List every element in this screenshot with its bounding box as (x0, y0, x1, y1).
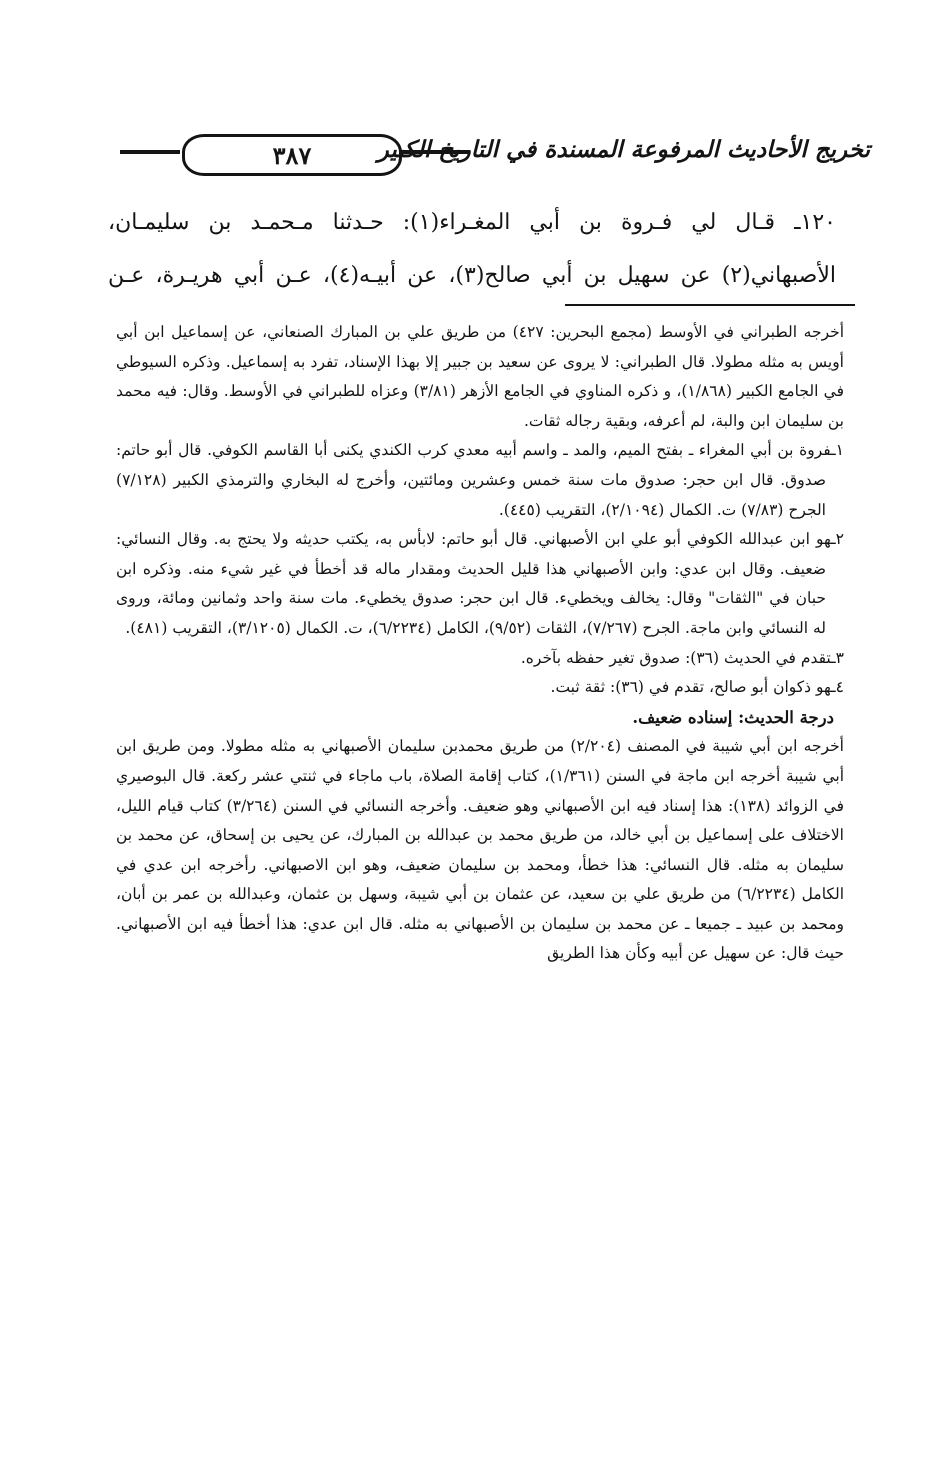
intro-paragraph: أخرجه الطبراني في الأوسط (مجمع البحرين: ٤٢٧) من طريق علي بن المبارك الصنعاني، عن إسماعيل ابن أبي أويس به مثله مطولا. قال الطبراني: لا يروى عن سعيد بن جبير إلا بهذا الإسناد، تفرد به إسماعيل. وذكره السيوطي في الجامع الكبير (١/٨٦٨)، و ذكره المناوي في الجامع الأزهر (٣/٨١) وعزاه للطبراني في الأوسط. وقال: فيه محمد بن سليمان ابن والبة، لم أعرفه، وبقية رجاله ثقات. (116, 323, 845, 430)
takhrij-paragraph: أخرجه ابن أبي شيبة في المصنف (٢/٢٠٤) من طريق محمدبن سليمان الأصبهاني به مثله مطولا. ومن طريق ابن أبي شيبة أخرجه ابن ماجة في السنن (١/٣٦١)، كتاب إقامة الصلاة، باب ماجاء في ثنتي عشر ركعة. قال البوصيري في الزوائد (١٣٨): هذا إسناد فيه ابن الأصبهاني وهو ضعيف. وأخرجه النسائي في السنن (٣/٢٦٤) كتاب قيام الليل، الاختلاف على إسماعيل بن أبي خالد، من طريق محمد بن عبدالله بن المبارك، عن يحيى بن إسحاق، عن محمد بن سليمان به مثله. قال النسائي: هذا خطأ، ومحمد بن سليمان ضعيف، وهو ابن الاصبهاني. رأخرجه ابن عدي في الكامل (٦/٢٢٣٤) من طريق علي بن سعيد، عن عثمان بن أبي شيبة، وسهل بن عثمان، وعبدالله بن عمر بن أبان، ومحمد بن عبيد ـ جميعا ـ عن محمد بن سليمان بن الأصبهاني به مثله. قال ابن عدي: هذا أخطأ فيه ابن الأصبهاني. حيث قال: عن سهيل عن أبيه وكأن هذا الطريق (116, 737, 845, 963)
footnote-number: ١ـ (831, 441, 844, 460)
footnote-1 (116, 436, 844, 525)
hadith-text (108, 196, 836, 302)
footnote-text: تقدم في الحديث (٣٦): صدوق تغير حفظه بآخره. (520, 648, 832, 667)
footnote-text: هو ابن عبدالله الكوفي أبو علي ابن الأصبهاني. قال أبو حاتم: لابأس به، يكتب حديثه ولا يحتج به. وقال النسائي: ضعيف. وقال ابن عدي: وابن الأصبهاني هذا قليل الحديث ومقدار ماله قد أخطأ في غير شيء منه. وذكره ابن حبان في "الثقات" وقال: يخالف ويخطيء. قال ابن حجر: صدوق يخطيء. مات سنة واحد وثمانين ومائة، وروى له النسائي وابن ماجة. الجرح (٧/٢٦٧)، الثقات (٩/٥٢)، الكامل (٦/٢٢٣٤)، ت. الكمال (٣/١٢٠٥)، التقريب (٤٨١). (116, 530, 832, 637)
footnotes-section (116, 318, 844, 969)
page-header (110, 130, 870, 180)
footnote-divider (565, 304, 855, 306)
header-rule-left (120, 150, 180, 154)
footnote-4 (116, 673, 844, 703)
footnote-text: هو ذكوان أبو صالح، تقدم في (٣٦): ثقة ثبت. (550, 678, 832, 697)
hadith-line-2: الأصبهاني(٢) عن سهيل بن أبي صالح(٣)، عن أبيـه(٤)، عـن أبي هريـرة، عـن (108, 263, 836, 288)
hadith-grade: درجة الحديث: إسناده ضعيف. (632, 707, 834, 727)
running-title: تخريج الأحاديث المرفوعة المسندة في التاريخ الكبير (377, 136, 870, 163)
page-number-frame (182, 134, 402, 176)
hadith-line-1: ١٢٠ـ قـال لي فـروة بن أبي المغـراء(١): حـدثنا مـحمـد بن سليمـان، (108, 210, 836, 235)
footnote-2 (116, 525, 844, 643)
footnote-text: فروة بن أبي المغراء ـ بفتح الميم، والمد ـ واسم أبيه معدي كرب الكندي يكنى أبا القاسم الكوفي. قال أبو حاتم: صدوق. قال ابن حجر: صدوق مات سنة خمس وعشرين ومائتين، وأخرج له البخاري والترمذي الكبير (٧/١٢٨) الجرح (٧/٨٣) ت. الكمال (٢/١٠٩٤)، التقريب (٤٤٥). (116, 441, 832, 519)
footnote-number: ٣ـ (831, 648, 844, 667)
footnote-3 (116, 644, 844, 674)
footnote-number: ٤ـ (831, 678, 844, 697)
footnote-number: ٢ـ (831, 530, 844, 549)
page-number: ٣٨٧ (272, 140, 312, 170)
